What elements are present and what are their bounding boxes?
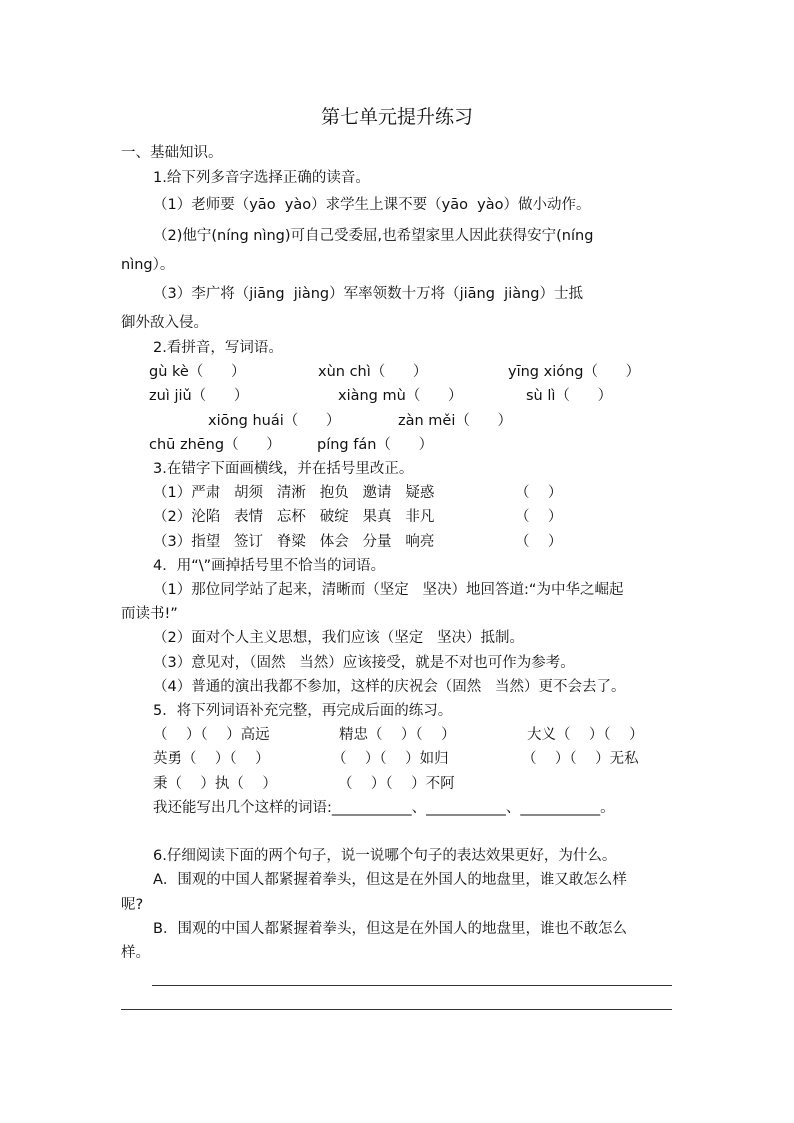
q3-answer-paren: （ ） (515, 485, 563, 501)
q2-pinyin-item: gù kè（ ） (149, 364, 246, 380)
q2-pinyin-item: sù lì（ ） (526, 388, 613, 404)
q6-sentence-a: A．围观的中国人都紧握着拳头，但这是在外国人的地盘里，谁又敢怎么样 (153, 872, 627, 888)
q6-sentence-b-cont: 样。 (121, 945, 150, 961)
q3-answer-paren: （ ） (515, 509, 563, 525)
q2-pinyin-item: píng fán（ ） (317, 437, 434, 453)
q5-idiom: 英勇（ ）（ ） (153, 751, 270, 767)
q6-sentence-b: B．围观的中国人都紧握着拳头，但这是在外国人的地盘里，谁也不敢怎么 (153, 921, 627, 937)
q2-pinyin-item: xiàng mù（ ） (338, 388, 463, 404)
q2-heading: 2.看拼音，写词语。 (153, 340, 283, 356)
q4-item-1: （1）那位同学站了起来，清晰而（坚定 坚决）地回答道:“为中华之崛起 (153, 582, 624, 598)
q5-extra-words: 我还能写出几个这样的词语:___________、___________、___________。 (153, 800, 615, 816)
page-title: 第七单元提升练习 (320, 106, 473, 128)
q4-item-3: （3）意见对，（固然 当然）应该接受，就是不对也可作为参考。 (153, 655, 575, 671)
q1-item-2: （2)他宁(níng nìng)可自己受委屈,也希望家里人因此获得安宁(níng (153, 228, 594, 244)
q5-heading: 5．将下列词语补充完整，再完成后面的练习。 (153, 703, 453, 719)
q6-heading: 6.仔细阅读下面的两个句子，说一说哪个句子的表达效果更好，为什么。 (153, 848, 617, 864)
answer-line[interactable] (121, 1009, 672, 1010)
q2-pinyin-item: xiōng huái（ ） (208, 413, 341, 429)
answer-line[interactable] (152, 985, 672, 986)
q2-pinyin-item: xùn chì（ ） (318, 364, 428, 380)
q5-idiom: 精忠（ ）（ ） (339, 727, 456, 743)
q3-answer-paren: （ ） (515, 534, 563, 550)
q4-item-2: （2）面对个人主义思想，我们应该（坚定 坚决）抵制。 (153, 630, 525, 646)
q4-item-1-cont: 而读书!” (121, 606, 178, 622)
q2-pinyin-item: zàn měi（ ） (398, 413, 513, 429)
q3-heading: 3.在错字下面画横线，并在括号里改正。 (153, 461, 414, 477)
q5-idiom: （ ）（ ）如归 (332, 751, 449, 767)
section-heading: 一、基础知识。 (121, 145, 223, 161)
q1-item-3-cont: 御外敌入侵。 (121, 315, 208, 331)
q2-pinyin-item: chū zhēng（ ） (149, 437, 281, 453)
q3-word-row: （3）指望 签订 脊粱 体会 分量 响亮 (153, 534, 435, 550)
q1-heading: 1.给下列多音字选择正确的读音。 (153, 170, 370, 186)
q6-sentence-a-cont: 呢? (121, 897, 144, 913)
q5-idiom: 大义（ ）（ ） (527, 727, 644, 743)
q5-idiom: （ ）（ ）高远 (153, 727, 270, 743)
q1-item-3: （3）李广将（jiāng jiàng）军率领数十万将（jiāng jiàng）士抵 (153, 286, 584, 302)
q1-item-1: （1）老师要（yāo yào）求学生上课不要（yāo yào）做小动作。 (153, 197, 591, 213)
q5-idiom: 秉（ ）执（ ） (153, 776, 277, 792)
q4-heading: 4．用“\”画掉括号里不恰当的词语。 (153, 558, 386, 574)
q3-word-row: （1）严肃 胡须 清淅 抱负 邀请 疑惑 (153, 485, 435, 501)
q5-idiom: （ ）（ ）不阿 (338, 776, 455, 792)
q4-item-4: （4）普通的演出我都不参加，这样的庆祝会（固然 当然）更不会去了。 (153, 679, 626, 695)
q1-item-2-cont: nìng）。 (121, 257, 175, 273)
q2-pinyin-item: zuì jiǔ（ ） (149, 388, 249, 404)
q3-word-row: （2）沦陷 表情 忘杯 破绽 果真 非凡 (153, 509, 435, 525)
q2-pinyin-item: yīng xióng（ ） (508, 364, 641, 380)
q5-idiom: （ ）（ ）无私 (522, 751, 639, 767)
